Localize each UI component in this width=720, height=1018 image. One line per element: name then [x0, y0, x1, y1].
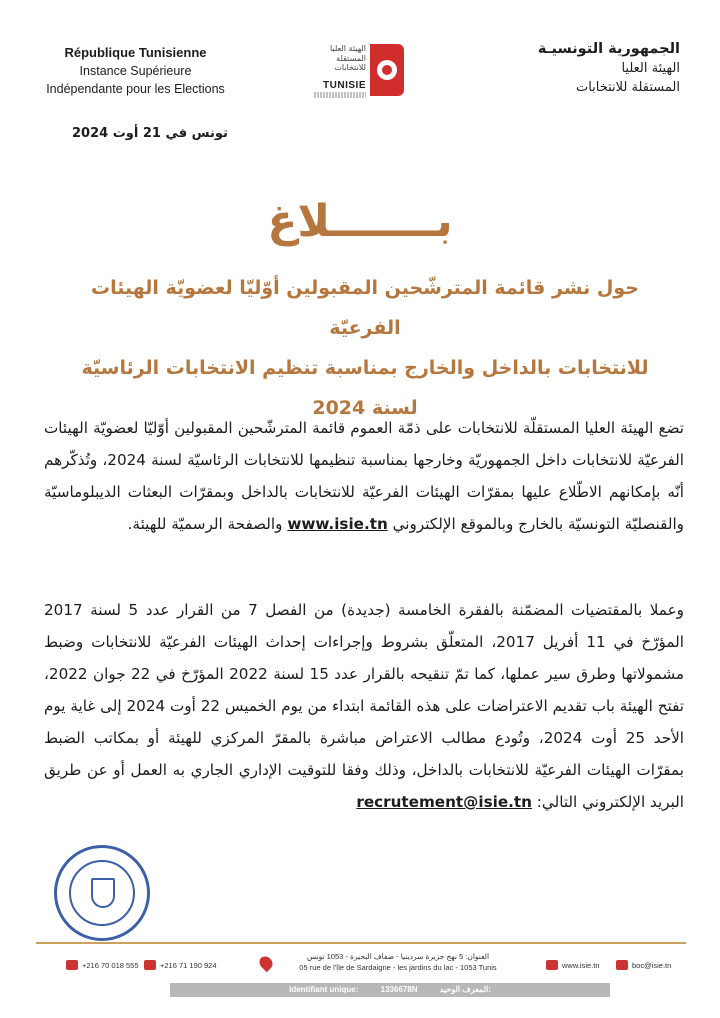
- header-french: [28, 44, 243, 98]
- logo-org-arabic: الهيئة العليا المستقلة للانتخابات: [329, 44, 366, 72]
- header-ar-instance: الهيئة العليا: [621, 61, 680, 76]
- website-link[interactable]: www.isie.tn: [287, 515, 388, 533]
- footer-contact: [36, 946, 686, 984]
- header-fr-elections: Indépendante pour les Elections: [46, 82, 225, 96]
- fax-icon: [144, 960, 156, 970]
- tunisia-flag-icon: [370, 44, 404, 96]
- footer-email: [616, 960, 671, 970]
- document-subtitle: [60, 268, 670, 428]
- subtitle-line-2: للانتخابات بالداخل والخارج بمناسبة تنظيم الانتخابات الرئاسيّة لسنة 2024: [81, 357, 649, 419]
- footer-website: [546, 960, 600, 970]
- location-pin-icon: [257, 954, 275, 972]
- logo-subtext: [314, 92, 366, 98]
- address-arabic: العنوان: 5 نهج جزيرة سردينيا - ضفاف البحيرة - 1053 تونس: [306, 952, 490, 961]
- official-seal-stamp: [54, 845, 150, 941]
- header-arabic: [530, 40, 680, 97]
- footer-email-text[interactable]: boc@isie.tn: [632, 960, 672, 970]
- header-fr-instance: Instance Supérieure: [79, 64, 192, 78]
- footer-address: [288, 951, 508, 973]
- id-label-french: Identifiant unique:: [289, 985, 359, 994]
- footer-location: [260, 956, 272, 970]
- logo-acronym: TUNISIE: [323, 80, 366, 91]
- header-fr-republic: République Tunisienne: [64, 45, 207, 60]
- paragraph-objections: [44, 594, 684, 818]
- id-label-arabic: المعرف الوحيد:: [439, 985, 491, 994]
- phone-2-text: +216 71 190 924: [160, 960, 217, 970]
- isie-logo: [312, 40, 412, 102]
- seal-emblem-icon: [91, 878, 115, 908]
- document-date: تونس في 21 أوت 2024: [72, 126, 228, 141]
- address-french: 05 rue de l'île de Sardaigne - les jardins du lac - 1053 Tunis: [299, 963, 497, 972]
- paragraph-2-text: وعملا بالمقتضيات المضمّنة بالفقرة الخامسة (جديدة) من الفصل 7 من القرار عدد 5 لسنة 2017 المؤرّخ في 11 أفريل 2017، المتعلّق بشروط وإجراءات إحداث الهيئات الفرعيّة للانتخابات وضبط مشمولاتها وطرق سير عملها، كما تمّ تنقيحه بالقرار عدد 15 لسنة 2022 المؤرّخ في 22 جوان 2022، تفتح الهيئة باب تقديم الاعتراضات على هذه القائمة ابتداء من يوم الخميس 22 أوت 2024 إلى غاية يوم الأحد 25 أوت 2024، وتُودع مطالب الاعتراض مباشرة بالمقرّ المركزي للهيئة أو بمكاتب الضبط بمقرّات الهيئات الفرعيّة للانتخابات بالداخل، وذلك وفقا للتوقيت الإداري الجاري به العمل أو عن طريق البريد الإلكتروني التالي:: [44, 601, 685, 811]
- id-value: 1336678N: [380, 985, 418, 994]
- globe-icon: [546, 960, 558, 970]
- footer-website-text[interactable]: www.isie.tn: [562, 960, 600, 970]
- subtitle-line-1: حول نشر قائمة المترشّحين المقبولين أوّليّا لعضويّة الهيئات الفرعيّة: [91, 277, 639, 339]
- paragraph-1-tail: والصفحة الرسميّة للهيئة.: [127, 515, 283, 533]
- phone-1-text: +216 70 018 555: [82, 960, 139, 970]
- footer-phone-1: [66, 960, 139, 970]
- paragraph-publication: [44, 412, 684, 540]
- paragraph-1-text: تضع الهيئة العليا المستقلّة للانتخابات على ذمّة العموم قائمة المترشّحين المقبولين أوّليّا لعضويّة الهيئات الفرعيّة للانتخابات داخل الجمهوريّة وخارجها بمناسبة تنظيمها للانتخابات الرئاسيّة لسنة 2024، وتُذكّرهم أنّه بإمكانهم الاطّلاع عليها بمقرّات الهيئات الفرعيّة للانتخابات بالداخل وبمقرّات البعثات الديبلوماسيّة والقنصليّة التونسيّة بالخارج وبالموقع الإلكتروني: [44, 419, 684, 533]
- identifier-bar: [170, 983, 610, 997]
- header-ar-republic: الجمهورية التونسيـة: [537, 41, 680, 57]
- header-ar-elections: المستقلة للانتخابات: [575, 80, 680, 95]
- document-title: بـــــــلاغ: [267, 196, 453, 247]
- footer-phone-2: [144, 960, 217, 970]
- mail-icon: [616, 960, 628, 970]
- footer-divider: [36, 942, 686, 944]
- email-link[interactable]: recrutement@isie.tn: [356, 793, 532, 811]
- phone-icon: [66, 960, 78, 970]
